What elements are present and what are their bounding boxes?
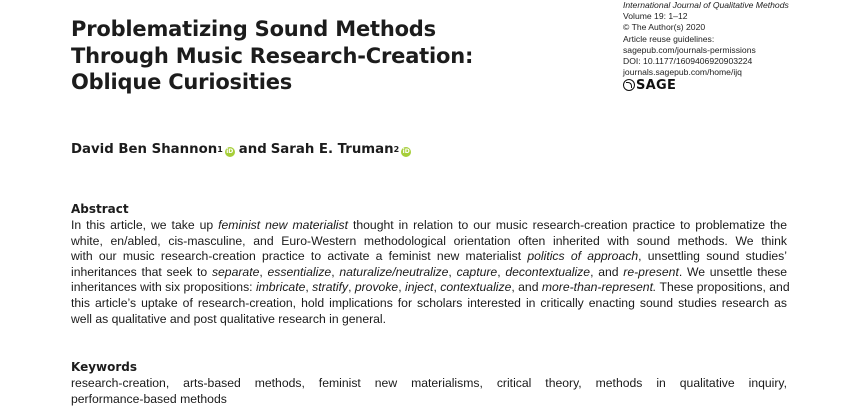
journal-metadata — [623, 0, 843, 91]
abstract-text: well as qualitative and post qualitative research in general. — [71, 311, 387, 326]
abstract-text: , and — [590, 264, 624, 279]
keywords-line: performance-based methods — [71, 391, 227, 406]
abstract-text: . We unsettle these — [678, 264, 788, 279]
author-affiliation-marker: 1 — [217, 145, 223, 154]
abstract-line — [71, 249, 787, 265]
reuse-label: Article reuse guidelines: — [623, 33, 715, 44]
abstract-italic-term: more-than-represent. — [541, 280, 657, 295]
abstract-italic-term: decontextualize — [505, 264, 591, 279]
publisher-logo-text: SAGE — [636, 77, 677, 93]
abstract-text: In this article, we take up — [71, 218, 219, 232]
abstract-text: this article’s uptake of research-creation, hold implications for scholars interested in critically enacting sound studies research as — [71, 295, 787, 310]
journal-homepage-link[interactable]: journals.sagepub.com/home/ijq — [623, 67, 742, 78]
abstract-text: , and — [511, 280, 542, 295]
abstract-heading: Abstract — [71, 202, 129, 216]
abstract-text: , — [331, 264, 340, 279]
abstract-text: , — [348, 280, 355, 295]
abstract-line — [71, 265, 787, 281]
abstract-italic-term: essentialize — [267, 264, 332, 279]
abstract-text: , — [398, 280, 405, 295]
article-title — [71, 16, 531, 96]
author-affiliation-marker: 2 — [393, 145, 400, 154]
title-line: Problematizing Sound Methods — [71, 17, 436, 41]
keywords-heading: Keywords — [71, 360, 138, 374]
abstract-text: , — [305, 280, 313, 295]
volume-info: Volume 19: 1–12 — [623, 11, 688, 22]
author-line — [71, 142, 415, 157]
abstract-text: , — [448, 264, 457, 279]
author-name: David Ben Shannon — [71, 142, 218, 157]
abstract-text: inheritances that seek to — [71, 264, 212, 279]
title-line: Oblique Curiosities — [71, 70, 293, 94]
abstract-line — [71, 218, 787, 234]
abstract-italic-term: separate — [211, 264, 260, 279]
abstract-line — [71, 312, 787, 328]
abstract-line — [71, 280, 790, 296]
author-name: Sarah E. Truman — [270, 142, 394, 157]
abstract-italic-term: naturalize/neutralize — [339, 264, 449, 279]
abstract-text: , — [259, 264, 268, 279]
reuse-link[interactable]: sagepub.com/journals-permissions — [623, 44, 756, 55]
author-joiner: and — [238, 142, 267, 157]
journal-name: International Journal of Qualitative Methods — [623, 0, 789, 10]
abstract-text: , — [497, 264, 506, 279]
doi-link[interactable]: DOI: 10.1177/1609406920903224 — [623, 56, 753, 67]
keywords-body — [71, 376, 787, 407]
abstract-text: These propositions, and — [656, 280, 790, 295]
abstract-italic-term: imbricate — [255, 280, 306, 295]
abstract-text: , unsettling sound studies’ — [638, 249, 787, 264]
abstract-italic-term: feminist new materialist — [218, 218, 348, 232]
abstract-body — [71, 218, 790, 327]
publisher-logo — [623, 79, 843, 91]
abstract-italic-term: politics of approach — [527, 249, 639, 264]
abstract-italic-term: re-present — [623, 264, 679, 279]
title-line: Through Music Research-Creation: — [71, 43, 474, 68]
abstract-text: , — [433, 280, 441, 295]
abstract-text: thought in relation to our music research-creation practice to problematize the — [348, 218, 787, 232]
abstract-italic-term: inject — [404, 280, 434, 295]
abstract-line — [71, 234, 787, 250]
abstract-line — [71, 296, 787, 312]
abstract-text: inheritances with six propositions: — [71, 280, 256, 295]
abstract-italic-term: contextualize — [440, 280, 512, 295]
abstract-italic-term: provoke — [354, 280, 399, 295]
abstract-italic-term: stratify — [312, 280, 349, 295]
orcid-icon[interactable]: iD — [226, 148, 234, 155]
copyright-notice: © The Author(s) 2020 — [623, 22, 706, 33]
orcid-icon[interactable]: iD — [402, 148, 410, 155]
keywords-line: research-creation, arts-based methods, feminist new materialisms, critical theory, methods in qualitative inquiry, — [71, 376, 787, 390]
abstract-text: with our music research-creation practice to activate a feminist new materialist — [71, 249, 528, 264]
abstract-italic-term: capture — [456, 264, 498, 279]
abstract-text: white, en/abled, cis-masculine, and Euro-Western methodological orientation often inherited with sound methods. We think — [71, 233, 787, 248]
sage-logo-icon — [623, 79, 635, 91]
